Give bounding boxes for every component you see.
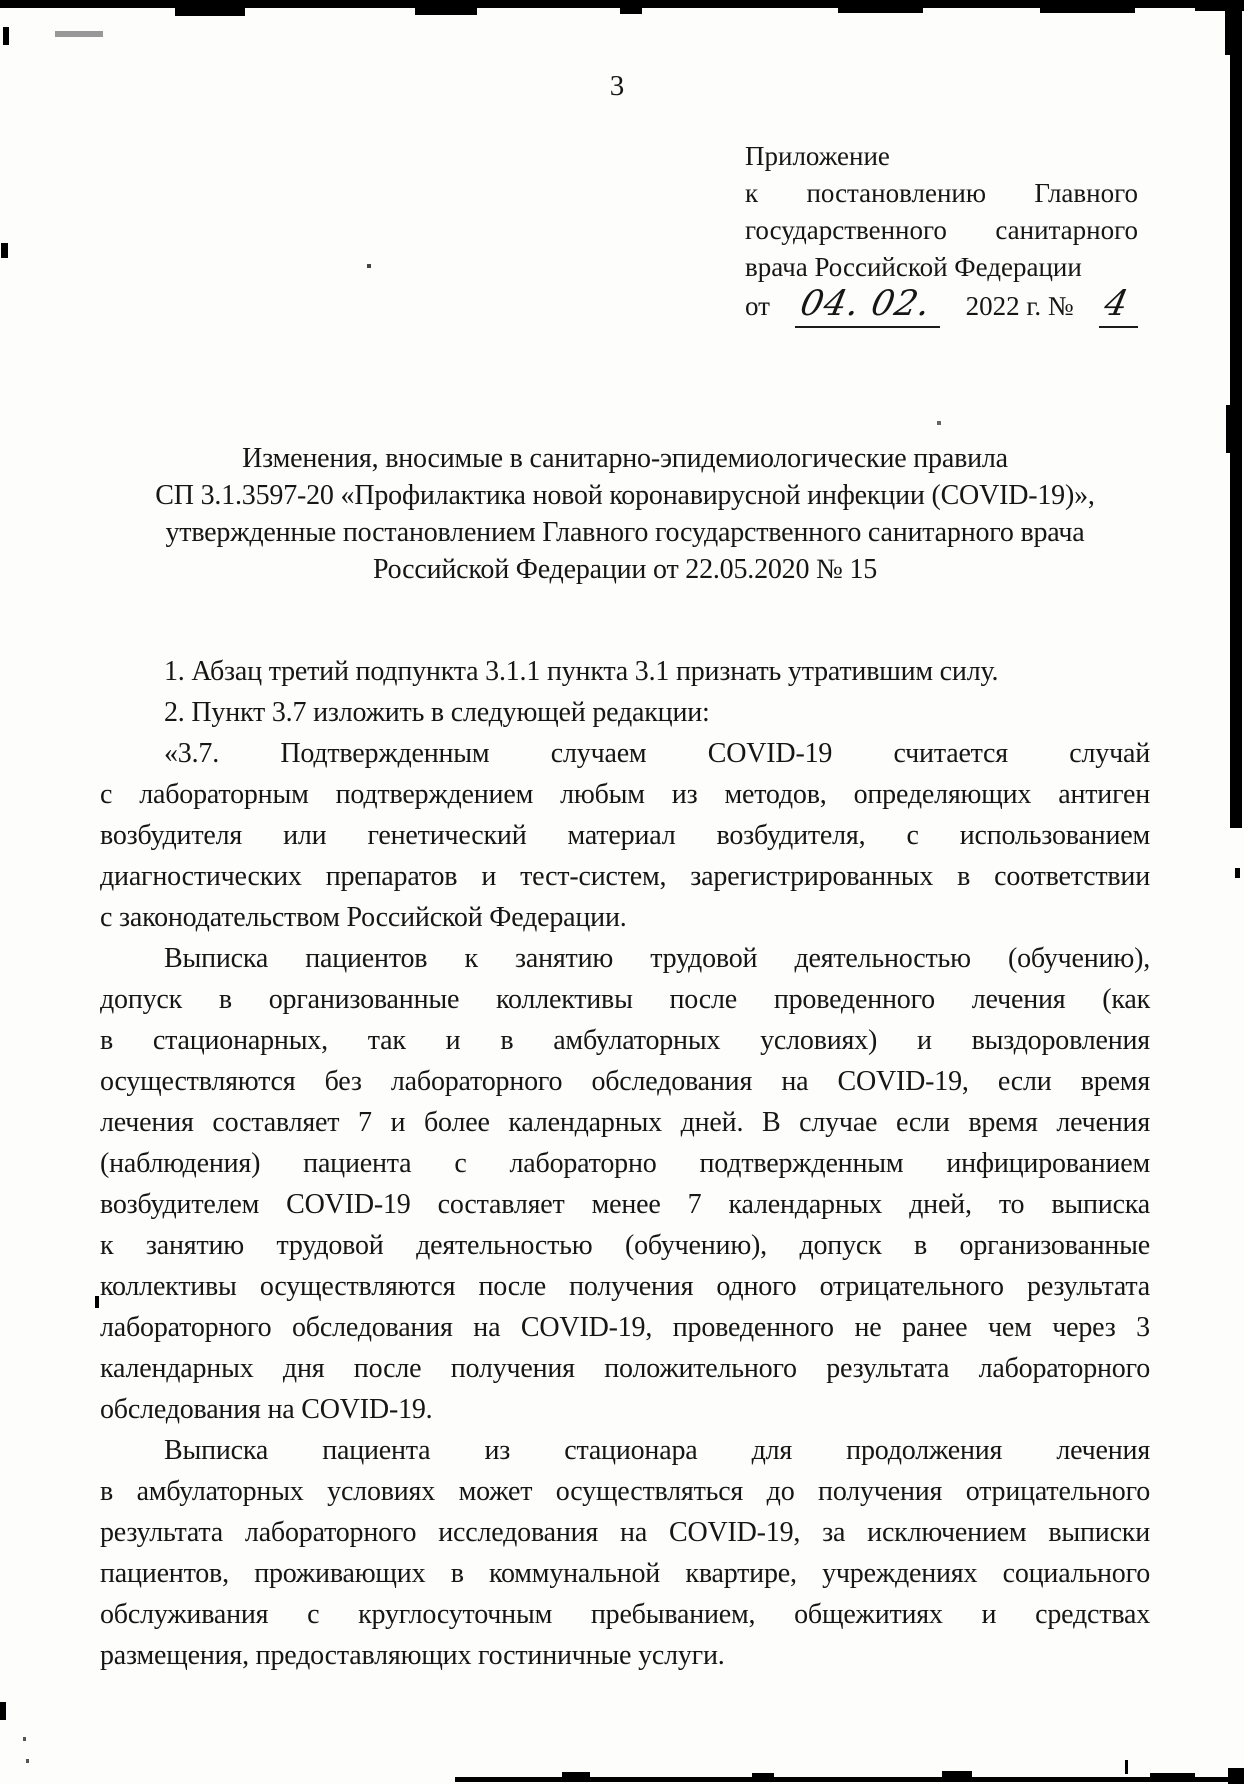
appendix-line: Приложение bbox=[745, 141, 890, 171]
handwritten-date-underline bbox=[795, 284, 940, 328]
scan-artifact-speck bbox=[23, 1737, 26, 1741]
body-line: Выписка пациентов к занятию трудовой деятельностью (обучению), bbox=[164, 943, 1150, 974]
body-line: возбудителем COVID-19 составляет менее 7 календарных дней, то выписка bbox=[100, 1189, 1150, 1220]
body-line: пациентов, проживающих в коммунальной квартире, учреждениях социального bbox=[100, 1558, 1150, 1589]
date-prefix: от bbox=[745, 291, 770, 321]
scan-artifact-top-blob bbox=[838, 7, 923, 13]
scan-artifact-right-bump bbox=[1226, 405, 1231, 453]
appendix-date-line bbox=[745, 284, 1138, 330]
scan-artifact-bottom-bump bbox=[1150, 1773, 1195, 1778]
handwritten-date: 04. 02. bbox=[796, 284, 935, 324]
scan-artifact-speck bbox=[367, 264, 371, 268]
body-line: осуществляются без лабораторного обследования на COVID-19, если время bbox=[100, 1066, 1150, 1097]
list-item-2: 2. Пункт 3.7 изложить в следующей редакции: bbox=[164, 697, 710, 728]
body-text bbox=[100, 651, 1150, 1676]
appendix-block bbox=[745, 138, 1138, 330]
body-line: допуск в организованные коллективы после проведенного лечения (как bbox=[100, 984, 1150, 1015]
title-line: утвержденные постановлением Главного государственного санитарного врача bbox=[165, 517, 1085, 548]
list-item-1: 1. Абзац третий подпункта 3.1.1 пункта 3.1 признать утратившим силу. bbox=[164, 656, 999, 687]
title-line: Российской Федерации от 22.05.2020 № 15 bbox=[372, 554, 877, 585]
title-line: СП 3.1.3597-20 «Профилактика новой коронавирусной инфекции (COVID-19)», bbox=[155, 480, 1095, 511]
scan-artifact-speck bbox=[95, 1296, 99, 1308]
page-number: 3 bbox=[609, 70, 625, 102]
body-line: коллективы осуществляются после получения одного отрицательного результата bbox=[100, 1271, 1150, 1302]
scan-artifact-speck bbox=[937, 421, 941, 425]
scan-artifact-bottom-bump bbox=[752, 1773, 774, 1778]
scan-artifact-top-blob bbox=[175, 0, 245, 16]
scan-artifact-speck bbox=[1235, 868, 1240, 878]
appendix-line: к постановлению Главного bbox=[745, 178, 1138, 208]
body-line: лабораторного обследования на COVID-19, проведенного не ранее чем через 3 bbox=[100, 1312, 1150, 1343]
body-line: (наблюдения) пациента с лабораторно подтвержденным инфицированием bbox=[100, 1148, 1150, 1179]
scan-artifact-left-mark bbox=[3, 27, 9, 45]
document-title bbox=[97, 440, 1153, 588]
body-line: лечения составляет 7 и более календарных дней. В случае если время лечения bbox=[100, 1107, 1150, 1138]
scan-artifact-speck bbox=[55, 31, 103, 37]
scan-artifact-top-blob bbox=[620, 4, 642, 14]
body-line: Выписка пациента из стационара для продолжения лечения bbox=[164, 1435, 1150, 1466]
appendix-line: врача Российской Федерации bbox=[745, 252, 1082, 282]
scan-artifact-top-blob bbox=[415, 0, 477, 15]
scan-artifact-right-bump bbox=[1225, 0, 1231, 55]
body-line: календарных дня после получения положительного результата лабораторного bbox=[100, 1353, 1150, 1384]
scan-artifact-left-mark bbox=[1, 243, 8, 258]
title-line: Изменения, вносимые в санитарно-эпидемиологические правила bbox=[242, 443, 1008, 474]
body-line: возбудителя или генетический материал возбудителя, с использованием bbox=[100, 820, 1150, 851]
scan-artifact-right-bar bbox=[1230, 0, 1242, 828]
body-line: в стационарных, так и в амбулаторных условиях) и выздоровления bbox=[100, 1025, 1150, 1056]
scan-artifact-tick bbox=[1125, 1760, 1128, 1774]
body-line: результата лабораторного исследования на COVID-19, за исключением выписки bbox=[100, 1517, 1150, 1548]
scan-artifact-top-blob bbox=[1040, 7, 1135, 13]
body-line: с лабораторным подтверждением любым из методов, определяющих антиген bbox=[100, 779, 1150, 810]
scan-artifact-left-mark bbox=[0, 1702, 6, 1720]
appendix-line: государственного санитарного bbox=[745, 215, 1138, 245]
body-line: обследования на COVID-19. bbox=[100, 1394, 433, 1425]
scan-artifact-bottom-bump bbox=[562, 1772, 590, 1778]
body-line: с законодательством Российской Федерации. bbox=[100, 902, 627, 933]
body-line: к занятию трудовой деятельностью (обучению), допуск в организованные bbox=[100, 1230, 1150, 1261]
body-line: «3.7. Подтвержденным случаем COVID-19 считается случай bbox=[164, 738, 1150, 769]
body-line: в амбулаторных условиях может осуществляться до получения отрицательного bbox=[100, 1476, 1150, 1507]
date-middle: 2022 г. № bbox=[965, 291, 1074, 321]
scan-artifact-bottom-corner bbox=[1228, 1768, 1244, 1784]
handwritten-number: 4 bbox=[1100, 284, 1133, 324]
body-line: диагностических препаратов и тест-систем, зарегистрированных в соответствии bbox=[100, 861, 1150, 892]
scan-artifact-speck bbox=[26, 1759, 29, 1763]
body-line: размещения, предоставляющих гостиничные услуги. bbox=[100, 1640, 725, 1671]
scan-artifact-bottom-bump bbox=[942, 1771, 972, 1778]
handwritten-number-underline bbox=[1099, 284, 1138, 328]
body-line: обслуживания с круглосуточным пребыванием, общежитиях и средствах bbox=[100, 1599, 1150, 1630]
